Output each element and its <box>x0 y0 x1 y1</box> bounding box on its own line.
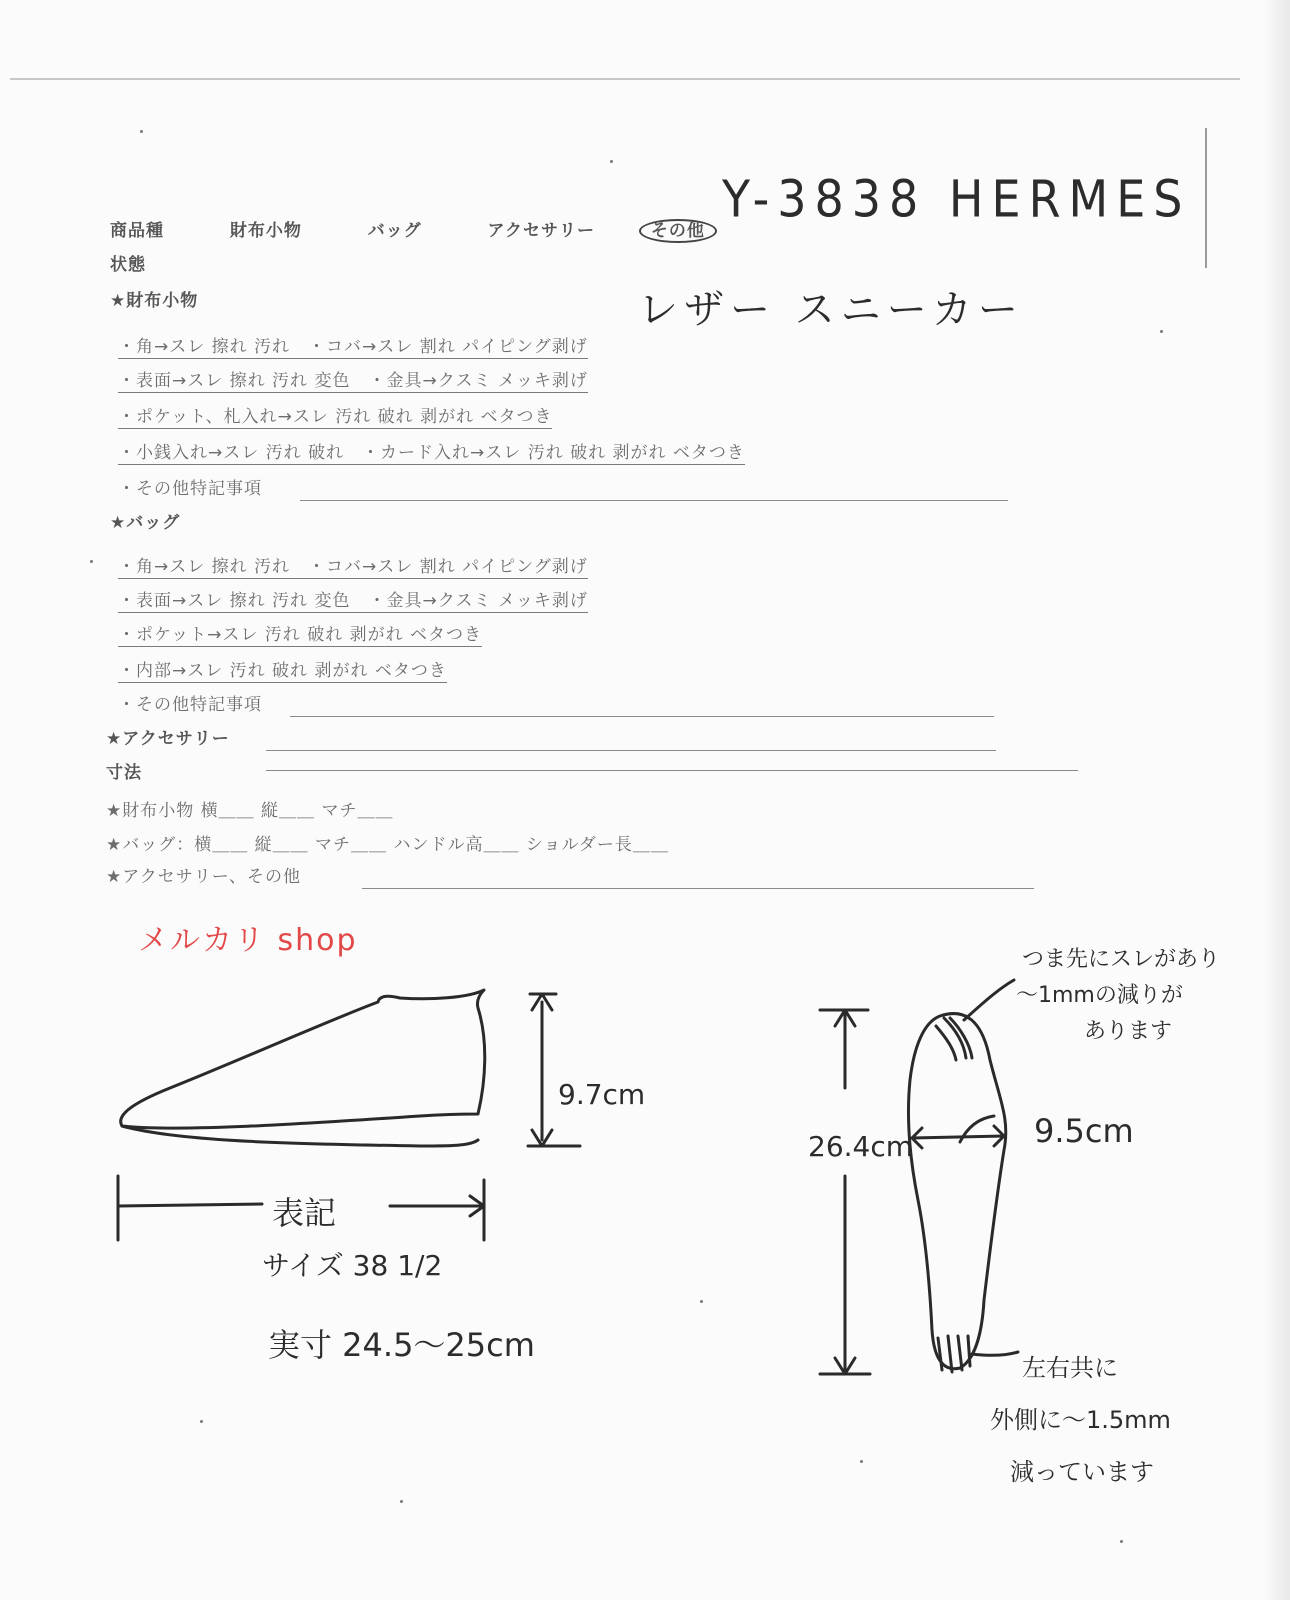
label-text-note: 表記 <box>272 1194 337 1232</box>
category-label: 商品種 <box>110 221 164 241</box>
speck <box>1160 330 1163 333</box>
sole-width-note: 9.5cm <box>1034 1112 1134 1150</box>
wallet-section-label: ★財布小物 <box>110 291 199 311</box>
marked-size-note: サイズ 38 1/2 <box>262 1249 443 1282</box>
shoe-height-note: 9.7cm <box>558 1078 646 1111</box>
speck <box>200 1420 203 1423</box>
speck <box>400 1500 403 1503</box>
speck <box>700 1300 703 1303</box>
bag-line-4: ・内部→スレ 汚れ 破れ 剥がれ ベタつき <box>118 661 447 681</box>
size-row-accessory: ★アクセサリー、その他 <box>106 867 302 887</box>
accessory-label: ★アクセサリー <box>106 729 230 749</box>
toe-note-line-1: つま先にスレがあり <box>1022 947 1221 972</box>
speck <box>860 1460 863 1463</box>
size-label: 寸法 <box>106 763 142 783</box>
height-arrow <box>528 994 580 1146</box>
bag-line-1: ・角→スレ 擦れ 汚れ ・コバ→スレ 割れ パイピング剥げ <box>118 557 588 577</box>
wallet-line-3: ・ポケット、札入れ→スレ 汚れ 破れ 剥がれ ベタつき <box>118 407 553 427</box>
speck <box>610 160 613 163</box>
category-option-2: バッグ <box>367 221 422 241</box>
condition-label: 状態 <box>110 255 146 275</box>
wallet-line-1: ・角→スレ 擦れ 汚れ ・コバ→スレ 割れ パイピング剥げ <box>118 337 588 357</box>
heel-note-line-3: 減っています <box>1010 1458 1154 1486</box>
toe-note-line-3: あります <box>1084 1019 1173 1044</box>
heel-note-line-2: 外側に〜1.5mm <box>990 1406 1171 1434</box>
wallet-line-5: ・その他特記事項 <box>118 479 262 499</box>
wallet-line-4: ・小銭入れ→スレ 汚れ 破れ ・カード入れ→スレ 汚れ 破れ 剥がれ ベタつき <box>118 443 745 463</box>
sole-length-note: 26.4cm <box>808 1130 914 1163</box>
speck <box>1120 1540 1123 1543</box>
category-option-1: 財布小物 <box>229 221 302 241</box>
item-code: Y-3838 HERMES <box>722 169 1191 229</box>
size-row-wallet: ★財布小物 横＿＿ 縦＿＿ マチ＿＿ <box>106 801 394 821</box>
heel-note-line-1: 左右共に <box>1022 1354 1118 1382</box>
category-option-3: アクセサリー <box>487 221 596 241</box>
category-option-4-circled: その他 <box>639 219 717 243</box>
sole-length-arrow <box>820 1010 870 1374</box>
shoe-side-sketch <box>121 990 485 1128</box>
size-row-bag: ★バッグ：横＿＿ 縦＿＿ マチ＿＿ ハンドル高＿＿ ショルダー長＿＿ <box>106 835 669 855</box>
bag-section-label: ★バッグ <box>110 513 181 533</box>
shop-note: メルカリ shop <box>138 923 358 958</box>
toe-note-line-2: 〜1mmの減りが <box>1016 983 1183 1008</box>
bag-line-3: ・ポケット→スレ 汚れ 破れ 剥がれ ベタつき <box>118 625 483 645</box>
bag-line-2: ・表面→スレ 擦れ 汚れ 変色 ・金具→クスミ メッキ剥げ <box>118 591 588 611</box>
speck <box>140 130 143 133</box>
sole-top-sketch <box>908 1014 1005 1369</box>
bag-line-5: ・その他特記事項 <box>118 695 262 715</box>
item-type: レザー スニーカー <box>638 287 1024 333</box>
wallet-line-2: ・表面→スレ 擦れ 汚れ 変色 ・金具→クスミ メッキ剥げ <box>118 371 588 391</box>
actual-size-note: 実寸 24.5〜25cm <box>268 1326 535 1364</box>
speck <box>90 560 93 563</box>
